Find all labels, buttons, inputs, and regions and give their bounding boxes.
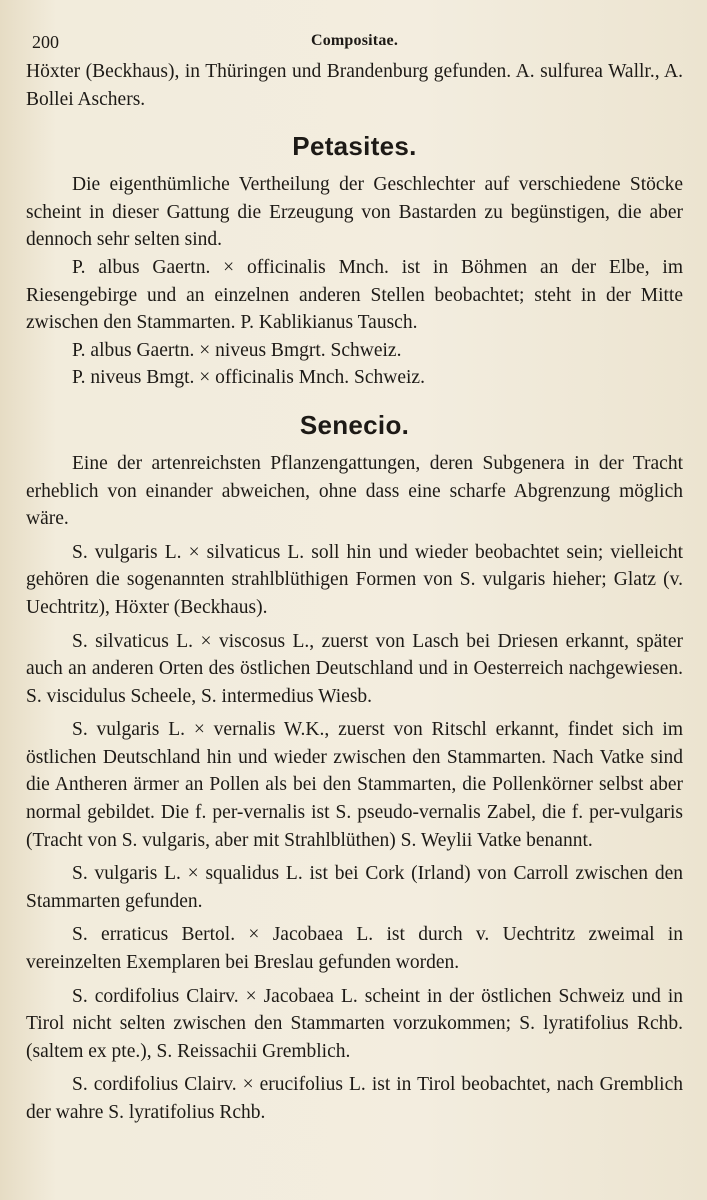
paragraph-senecio-3: S. vulgaris L. × vernalis W.K., zuerst von Ritschl erkannt, findet sich im östlichen Deutschland hin und wieder zwischen den Stammarten. Nach Vatke sind die Antheren ärmer an Pollen als bei den Stammarten, die Pollenkörner selbst aber normal gebildet. Die f. per-vernalis ist S. pseudo-vernalis Zabel, die f. per-vulgaris (Tracht von S. vulgaris, aber mit Strahlblüthen) S. Weylii Vatke benannt.	[26, 719, 683, 851]
paragraph-senecio-6: S. cordifolius Clairv. × Jacobaea L. scheint in der östlichen Schweiz und in Tirol nicht selten zwischen den Stammarten vorzukommen; S. lyratifolius Rchb. (saltem ex pte.), S. Reissachii Gremblich.	[26, 985, 683, 1062]
page-number: 200	[32, 32, 59, 52]
paragraph-senecio-4: S. vulgaris L. × squalidus L. ist bei Cork (Irland) von Carroll zwischen den Stammarten gefunden.	[26, 863, 683, 912]
paragraph-petasites-3: P. niveus Bmgt. × officinalis Mnch. Schweiz.	[72, 367, 425, 389]
paragraph-senecio-2: S. silvaticus L. × viscosus L., zuerst von Lasch bei Driesen erkannt, später auch an anderen Orten des östlichen Deutschland und in Oesterreich nachgewiesen. S. viscidulus Scheele, S. intermedius Wiesb.	[26, 630, 683, 707]
paragraph-petasites-1: P. albus Gaertn. × officinalis Mnch. ist in Böhmen an der Elbe, im Riesengebirge und an einzelnen anderen Stellen beobachtet; steht in der Mitte zwischen den Stammarten. P. Kablikianus Tausch.	[26, 256, 683, 334]
paragraph-senecio-7: S. cordifolius Clairv. × erucifolius L. ist in Tirol beobachtet, nach Gremblich der wahre S. lyratifolius Rchb.	[26, 1074, 683, 1123]
section-heading-petasites: Petasites.	[292, 131, 417, 162]
continuation-paragraph: Höxter (Beckhaus), in Thüringen und Brandenburg gefunden. A. sulfurea Wallr., A. Bollei Aschers.	[26, 61, 683, 110]
paragraph-petasites-intro: Die eigenthümliche Vertheilung der Geschlechter auf verschiedene Stöcke scheint in dieser Gattung die Erzeugung von Bastarden zu begünstigen, die aber dennoch sehr selten sind.	[26, 174, 683, 251]
paragraph-senecio-intro: Eine der artenreichsten Pflanzengattungen, deren Subgenera in der Tracht erheblich von einander abweichen, ohne dass eine scharfe Abgrenzung möglich wäre.	[26, 452, 683, 530]
paragraph-petasites-2: P. albus Gaertn. × niveus Bmgrt. Schweiz.	[72, 339, 402, 361]
section-heading-senecio: Senecio.	[299, 409, 410, 440]
paragraph-senecio-5: S. erraticus Bertol. × Jacobaea L. ist durch v. Uechtritz zweimal in vereinzelten Exemplaren bei Breslau gefunden worden.	[26, 924, 683, 974]
running-head	[26, 32, 683, 58]
paragraph-senecio-1: S. vulgaris L. × silvaticus L. soll hin und wieder beobachtet sein; vielleicht gehören die sogenannten strahlblüthigen Formen von S. vulgaris hieher; Glatz (v. Uechtritz), Höxter (Beckhaus).	[26, 541, 683, 618]
body-text	[26, 58, 683, 1127]
running-title: Compositae.	[310, 32, 399, 49]
